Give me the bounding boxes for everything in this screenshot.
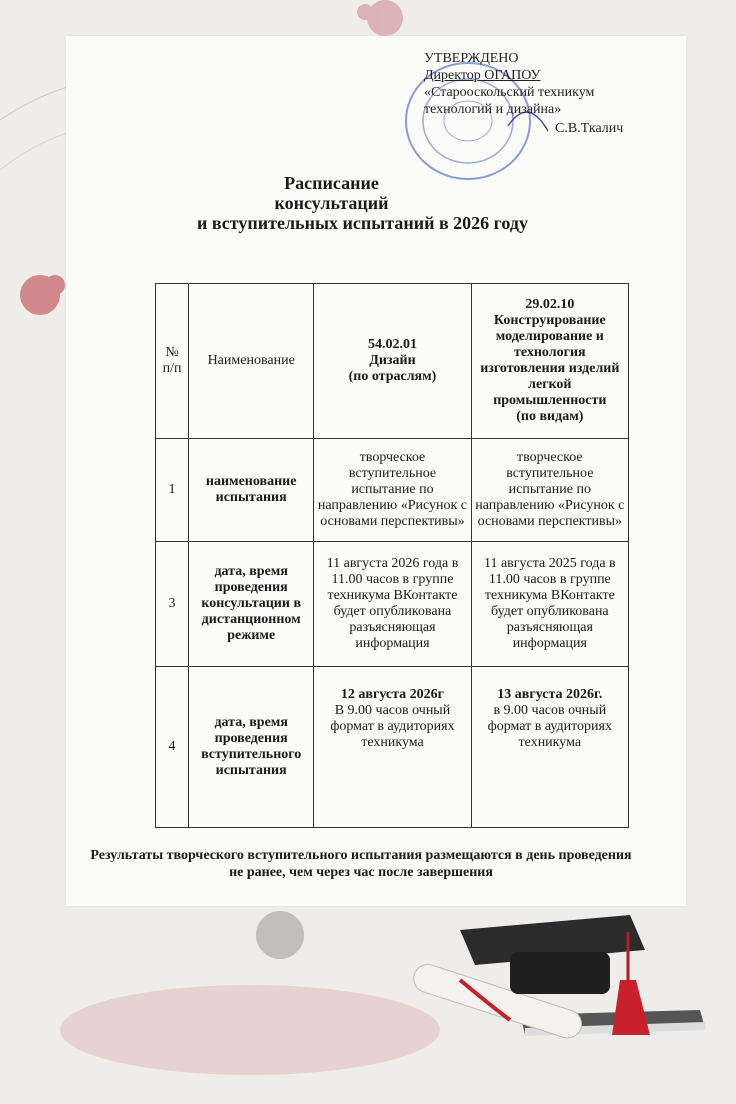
- page-title: [140, 173, 585, 233]
- header-spec-1: [314, 284, 471, 439]
- row-col-2: 11 августа 2025 года в 11.00 часов в группе техникума ВКонтакте будет опубликована разъясняющая информация: [471, 542, 628, 667]
- row-col-1-text: В 9.00 часов очный формат в аудиториях техникума: [330, 703, 455, 750]
- row-col-2: [471, 667, 628, 828]
- title-line-1: Расписание: [284, 173, 379, 193]
- row-num: 3: [156, 542, 189, 667]
- row-label: дата, время проведения вступительного испытания: [189, 667, 314, 828]
- spec1-note: (по отраслям): [348, 369, 437, 384]
- row-label: наименование испытания: [189, 439, 314, 542]
- row-num: 4: [156, 667, 189, 828]
- row-col-1: творческое вступительное испытание по направлению «Рисунок с основами перспективы»: [314, 439, 471, 542]
- spec2-code: 29.02.10: [525, 297, 575, 312]
- row-num: 1: [156, 439, 189, 542]
- approval-org-line1: «Старооскольский техникум: [424, 85, 595, 100]
- header-name: Наименование: [189, 284, 314, 439]
- spec1-code: 54.02.01: [367, 337, 417, 352]
- results-note-line-2: не ранее, чем через час после завершения: [229, 865, 493, 880]
- table-row: [156, 667, 629, 828]
- row-col-1-date: 12 августа 2026г: [340, 687, 445, 702]
- results-note-line-1: Результаты творческого вступительного испытания размещаются в день проведения: [90, 848, 632, 863]
- table-row: [156, 439, 629, 542]
- spec2-name: Конструирование моделирование и технология изготовления изделий легкой промышленности: [480, 313, 620, 408]
- row-col-1: [314, 667, 471, 828]
- spec1-name: Дизайн: [369, 353, 416, 368]
- row-label: дата, время проведения консультации в дистанционном режиме: [189, 542, 314, 667]
- row-col-2: творческое вступительное испытание по направлению «Рисунок с основами перспективы»: [471, 439, 628, 542]
- row-col-1: 11 августа 2026 года в 11.00 часов в группе техникума ВКонтакте будет опубликована разъясняющая информация: [314, 542, 471, 667]
- title-line-2: консультаций: [274, 193, 389, 213]
- approval-heading: УТВЕРЖДЕНО: [424, 51, 519, 66]
- row-col-2-date: 13 августа 2026г.: [497, 687, 603, 702]
- table-row: [156, 542, 629, 667]
- header-spec-2: [471, 284, 628, 439]
- approval-director: Директор ОГАПОУ: [424, 68, 541, 83]
- spec2-note: (по видам): [516, 409, 584, 424]
- approval-block: [424, 50, 724, 118]
- title-line-3: и вступительных испытаний в 2026 году: [196, 213, 528, 233]
- graduation-cap-icon: [400, 910, 720, 1060]
- approval-org-line2: технологий и дизайна»: [424, 102, 562, 117]
- table-header-row: [156, 284, 629, 439]
- schedule-table: [155, 283, 629, 828]
- row-col-2-text: в 9.00 часов очный формат в аудиториях техникума: [487, 703, 612, 750]
- results-note: [66, 847, 656, 881]
- approval-signer: С.В.Ткалич: [555, 121, 624, 136]
- header-num: № п/п: [156, 284, 189, 439]
